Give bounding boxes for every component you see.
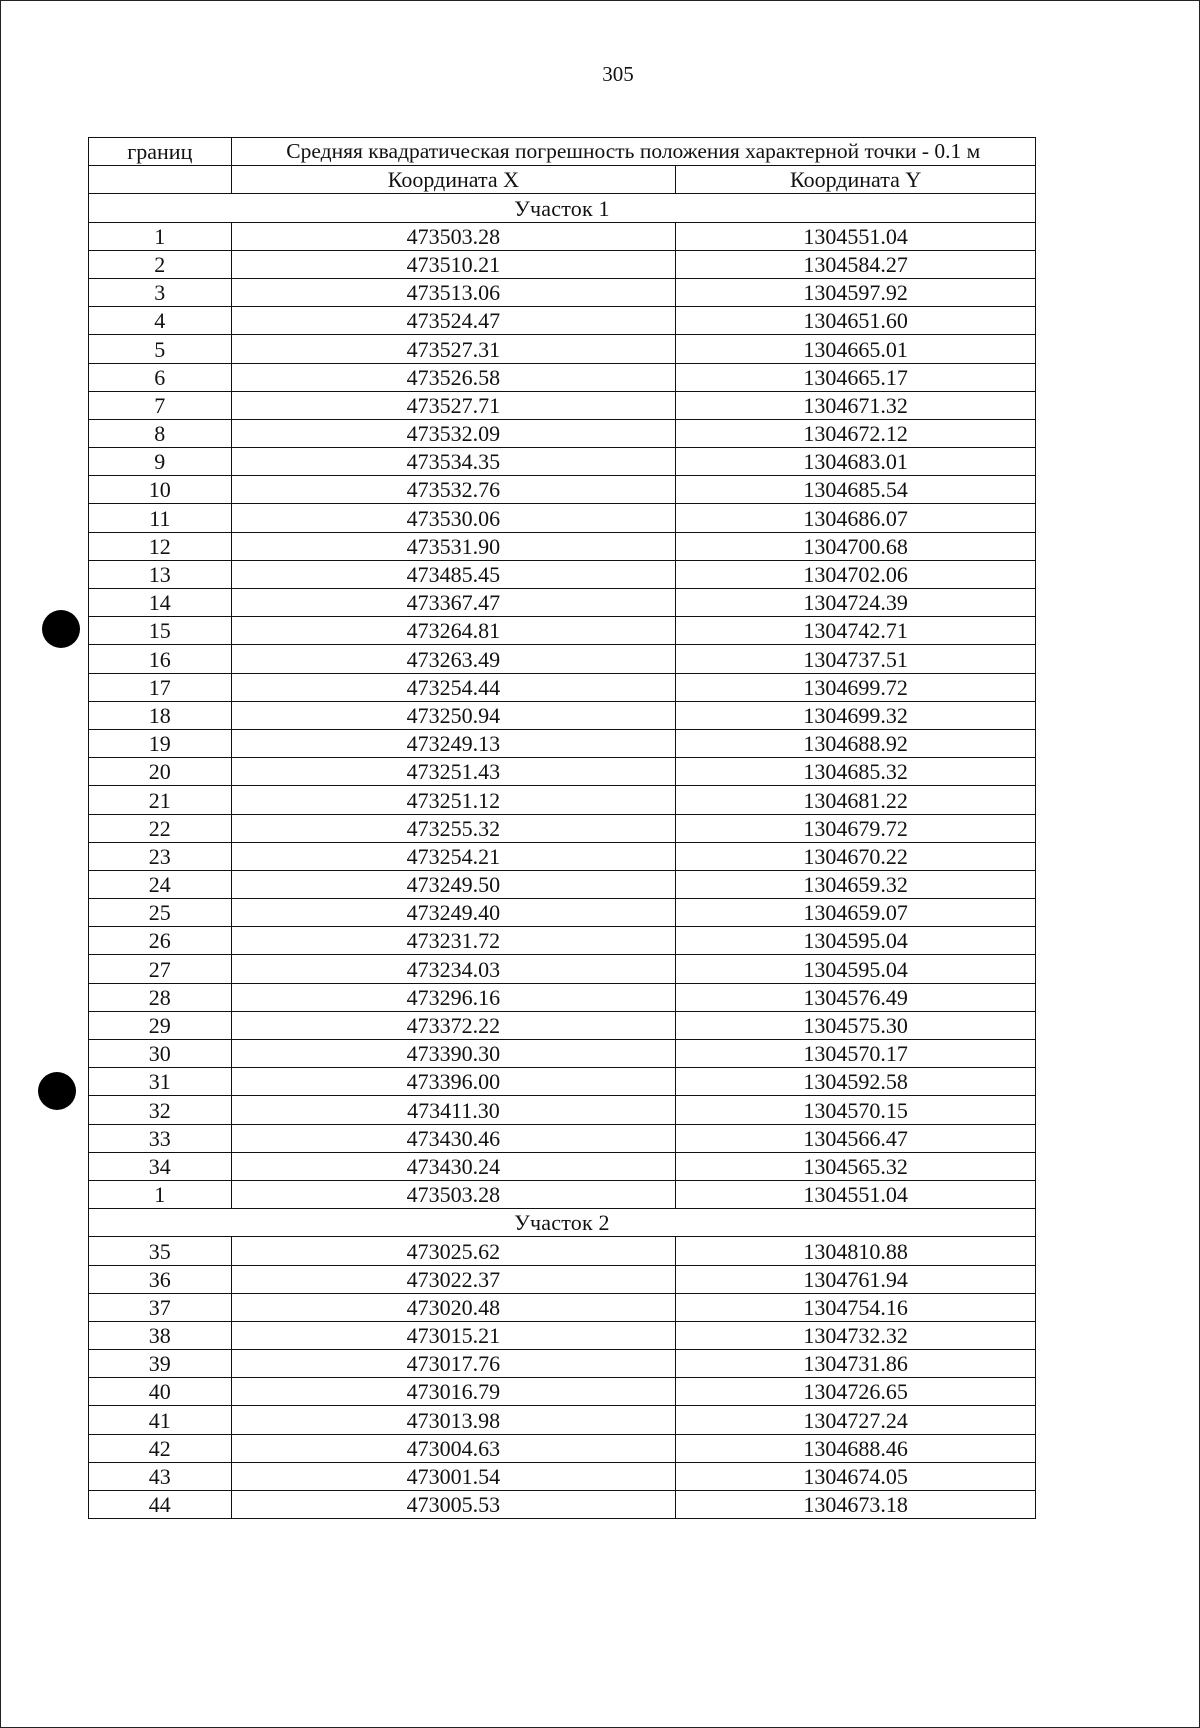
point-number: 6	[89, 363, 232, 391]
point-number: 27	[89, 955, 232, 983]
coordinate-y: 1304551.04	[676, 222, 1036, 250]
point-number: 15	[89, 617, 232, 645]
coordinate-y: 1304683.01	[676, 448, 1036, 476]
coordinate-y: 1304688.92	[676, 729, 1036, 757]
coordinate-x: 473013.98	[231, 1406, 676, 1434]
coordinate-x: 473017.76	[231, 1350, 676, 1378]
coordinate-x: 473234.03	[231, 955, 676, 983]
coordinate-y: 1304659.07	[676, 899, 1036, 927]
point-number: 26	[89, 927, 232, 955]
coordinate-x: 473255.32	[231, 814, 676, 842]
coordinate-x: 473527.71	[231, 391, 676, 419]
coordinate-x: 473524.47	[231, 307, 676, 335]
coordinate-y: 1304665.01	[676, 335, 1036, 363]
coordinate-x: 473015.21	[231, 1321, 676, 1349]
table-row	[89, 363, 1036, 391]
header-row-2	[89, 166, 1036, 194]
coordinate-y: 1304700.68	[676, 532, 1036, 560]
point-number: 16	[89, 645, 232, 673]
coordinate-y: 1304595.04	[676, 927, 1036, 955]
point-number: 34	[89, 1152, 232, 1180]
coordinate-x: 473534.35	[231, 448, 676, 476]
point-number: 36	[89, 1265, 232, 1293]
point-number: 10	[89, 476, 232, 504]
point-number: 1	[89, 1180, 232, 1208]
coordinate-y: 1304565.32	[676, 1152, 1036, 1180]
point-number: 35	[89, 1237, 232, 1265]
header-boundaries: границ	[89, 138, 232, 166]
table-row	[89, 673, 1036, 701]
coordinate-x: 473004.63	[231, 1434, 676, 1462]
coordinate-y: 1304754.16	[676, 1293, 1036, 1321]
point-number: 21	[89, 786, 232, 814]
coordinate-y: 1304679.72	[676, 814, 1036, 842]
point-number: 7	[89, 391, 232, 419]
header-coordinate-y: Координата Y	[676, 166, 1036, 194]
table-row	[89, 1011, 1036, 1039]
table-row	[89, 532, 1036, 560]
table-row	[89, 1096, 1036, 1124]
point-number: 44	[89, 1491, 232, 1519]
coordinate-y: 1304688.46	[676, 1434, 1036, 1462]
table-row	[89, 983, 1036, 1011]
coordinate-y: 1304665.17	[676, 363, 1036, 391]
table-row	[89, 927, 1036, 955]
point-number: 25	[89, 899, 232, 927]
point-number: 38	[89, 1321, 232, 1349]
coordinate-x: 473020.48	[231, 1293, 676, 1321]
coordinate-y: 1304595.04	[676, 955, 1036, 983]
coordinate-y: 1304566.47	[676, 1124, 1036, 1152]
coordinate-y: 1304681.22	[676, 786, 1036, 814]
point-number: 17	[89, 673, 232, 701]
header-coordinate-x: Координата X	[231, 166, 676, 194]
point-number: 18	[89, 701, 232, 729]
coordinate-x: 473249.13	[231, 729, 676, 757]
point-number: 30	[89, 1040, 232, 1068]
coordinate-y: 1304551.04	[676, 1180, 1036, 1208]
coordinate-x: 473016.79	[231, 1378, 676, 1406]
coordinate-y: 1304576.49	[676, 983, 1036, 1011]
table-row	[89, 1068, 1036, 1096]
coordinate-x: 473005.53	[231, 1491, 676, 1519]
table-row	[89, 222, 1036, 250]
coordinate-x: 473251.12	[231, 786, 676, 814]
coordinate-y: 1304685.54	[676, 476, 1036, 504]
point-number: 19	[89, 729, 232, 757]
table-row	[89, 1293, 1036, 1321]
table-row	[89, 814, 1036, 842]
table-row	[89, 1124, 1036, 1152]
point-number: 14	[89, 589, 232, 617]
coordinate-x: 473249.50	[231, 870, 676, 898]
coordinate-x: 473001.54	[231, 1462, 676, 1490]
header-empty-cell	[89, 166, 232, 194]
coordinate-y: 1304575.30	[676, 1011, 1036, 1039]
table-row	[89, 1152, 1036, 1180]
coordinate-x: 473231.72	[231, 927, 676, 955]
header-accuracy: Средняя квадратическая погрешность положения характерной точки - 0.1 м	[231, 138, 1035, 166]
coordinate-y: 1304597.92	[676, 278, 1036, 306]
coordinate-y: 1304671.32	[676, 391, 1036, 419]
coordinate-x: 473025.62	[231, 1237, 676, 1265]
coordinate-y: 1304570.15	[676, 1096, 1036, 1124]
table-row	[89, 1265, 1036, 1293]
point-number: 3	[89, 278, 232, 306]
table-row	[89, 1434, 1036, 1462]
point-number: 39	[89, 1350, 232, 1378]
coordinate-x: 473485.45	[231, 560, 676, 588]
table-row	[89, 701, 1036, 729]
coordinate-y: 1304727.24	[676, 1406, 1036, 1434]
table-row	[89, 1180, 1036, 1208]
table-row	[89, 589, 1036, 617]
table-row	[89, 1462, 1036, 1490]
coordinate-x: 473296.16	[231, 983, 676, 1011]
coordinate-x: 473530.06	[231, 504, 676, 532]
table-row	[89, 1040, 1036, 1068]
coordinate-x: 473411.30	[231, 1096, 676, 1124]
table-row	[89, 560, 1036, 588]
table-row	[89, 870, 1036, 898]
coordinate-x: 473503.28	[231, 1180, 676, 1208]
table-row	[89, 1321, 1036, 1349]
coordinate-x: 473390.30	[231, 1040, 676, 1068]
point-number: 9	[89, 448, 232, 476]
coordinate-x: 473251.43	[231, 758, 676, 786]
table-row	[89, 476, 1036, 504]
table-row	[89, 250, 1036, 278]
table-row	[89, 504, 1036, 532]
table-row	[89, 419, 1036, 447]
coordinate-y: 1304742.71	[676, 617, 1036, 645]
point-number: 24	[89, 870, 232, 898]
coordinate-x: 473250.94	[231, 701, 676, 729]
point-number: 8	[89, 419, 232, 447]
coordinate-x: 473249.40	[231, 899, 676, 927]
table-row	[89, 645, 1036, 673]
coordinate-y: 1304584.27	[676, 250, 1036, 278]
point-number: 28	[89, 983, 232, 1011]
section-title: Участок 1	[89, 194, 1036, 222]
table-row	[89, 729, 1036, 757]
table-row	[89, 307, 1036, 335]
coordinate-y: 1304670.22	[676, 842, 1036, 870]
coordinate-x: 473532.76	[231, 476, 676, 504]
point-number: 22	[89, 814, 232, 842]
coordinate-x: 473503.28	[231, 222, 676, 250]
coordinate-x: 473367.47	[231, 589, 676, 617]
point-number: 4	[89, 307, 232, 335]
point-number: 32	[89, 1096, 232, 1124]
coordinate-x: 473526.58	[231, 363, 676, 391]
point-number: 2	[89, 250, 232, 278]
coordinate-y: 1304592.58	[676, 1068, 1036, 1096]
punch-hole	[38, 1072, 76, 1110]
coordinate-y: 1304761.94	[676, 1265, 1036, 1293]
table-row	[89, 899, 1036, 927]
table-row	[89, 842, 1036, 870]
coordinate-y: 1304685.32	[676, 758, 1036, 786]
header-row-1	[89, 138, 1036, 166]
point-number: 41	[89, 1406, 232, 1434]
table-row	[89, 1237, 1036, 1265]
coordinate-y: 1304673.18	[676, 1491, 1036, 1519]
coordinate-x: 473254.21	[231, 842, 676, 870]
coordinate-x: 473372.22	[231, 1011, 676, 1039]
coordinates-table-body	[89, 138, 1036, 1519]
point-number: 42	[89, 1434, 232, 1462]
table-row	[89, 335, 1036, 363]
coordinate-y: 1304674.05	[676, 1462, 1036, 1490]
coordinate-y: 1304686.07	[676, 504, 1036, 532]
coordinate-x: 473430.24	[231, 1152, 676, 1180]
point-number: 40	[89, 1378, 232, 1406]
coordinate-x: 473264.81	[231, 617, 676, 645]
coordinate-x: 473022.37	[231, 1265, 676, 1293]
table-row	[89, 391, 1036, 419]
coordinate-y: 1304726.65	[676, 1378, 1036, 1406]
coordinate-y: 1304702.06	[676, 560, 1036, 588]
coordinates-table	[88, 137, 1036, 1519]
coordinate-x: 473396.00	[231, 1068, 676, 1096]
section-title: Участок 2	[89, 1209, 1036, 1237]
point-number: 1	[89, 222, 232, 250]
table-row	[89, 278, 1036, 306]
point-number: 31	[89, 1068, 232, 1096]
table-row	[89, 786, 1036, 814]
coordinate-y: 1304810.88	[676, 1237, 1036, 1265]
coordinate-y: 1304651.60	[676, 307, 1036, 335]
punch-hole	[42, 610, 80, 648]
table-row	[89, 955, 1036, 983]
table-row	[89, 1378, 1036, 1406]
coordinate-y: 1304699.32	[676, 701, 1036, 729]
table-row	[89, 448, 1036, 476]
table-row	[89, 1491, 1036, 1519]
point-number: 20	[89, 758, 232, 786]
coordinate-x: 473527.31	[231, 335, 676, 363]
point-number: 29	[89, 1011, 232, 1039]
point-number: 37	[89, 1293, 232, 1321]
coordinate-x: 473263.49	[231, 645, 676, 673]
coordinate-x: 473531.90	[231, 532, 676, 560]
coordinate-x: 473254.44	[231, 673, 676, 701]
table-row	[89, 1406, 1036, 1434]
table-row	[89, 617, 1036, 645]
point-number: 5	[89, 335, 232, 363]
coordinate-y: 1304699.72	[676, 673, 1036, 701]
point-number: 13	[89, 560, 232, 588]
section-row	[89, 1209, 1036, 1237]
point-number: 23	[89, 842, 232, 870]
coordinate-y: 1304731.86	[676, 1350, 1036, 1378]
point-number: 43	[89, 1462, 232, 1490]
section-row	[89, 194, 1036, 222]
page-number: 305	[602, 62, 634, 86]
coordinate-x: 473513.06	[231, 278, 676, 306]
coordinate-y: 1304570.17	[676, 1040, 1036, 1068]
point-number: 33	[89, 1124, 232, 1152]
coordinate-y: 1304672.12	[676, 419, 1036, 447]
coordinate-y: 1304732.32	[676, 1321, 1036, 1349]
coordinate-y: 1304724.39	[676, 589, 1036, 617]
point-number: 11	[89, 504, 232, 532]
coordinate-x: 473510.21	[231, 250, 676, 278]
coordinate-x: 473430.46	[231, 1124, 676, 1152]
table-row	[89, 758, 1036, 786]
coordinate-y: 1304659.32	[676, 870, 1036, 898]
table-row	[89, 1350, 1036, 1378]
point-number: 12	[89, 532, 232, 560]
coordinate-x: 473532.09	[231, 419, 676, 447]
coordinate-y: 1304737.51	[676, 645, 1036, 673]
